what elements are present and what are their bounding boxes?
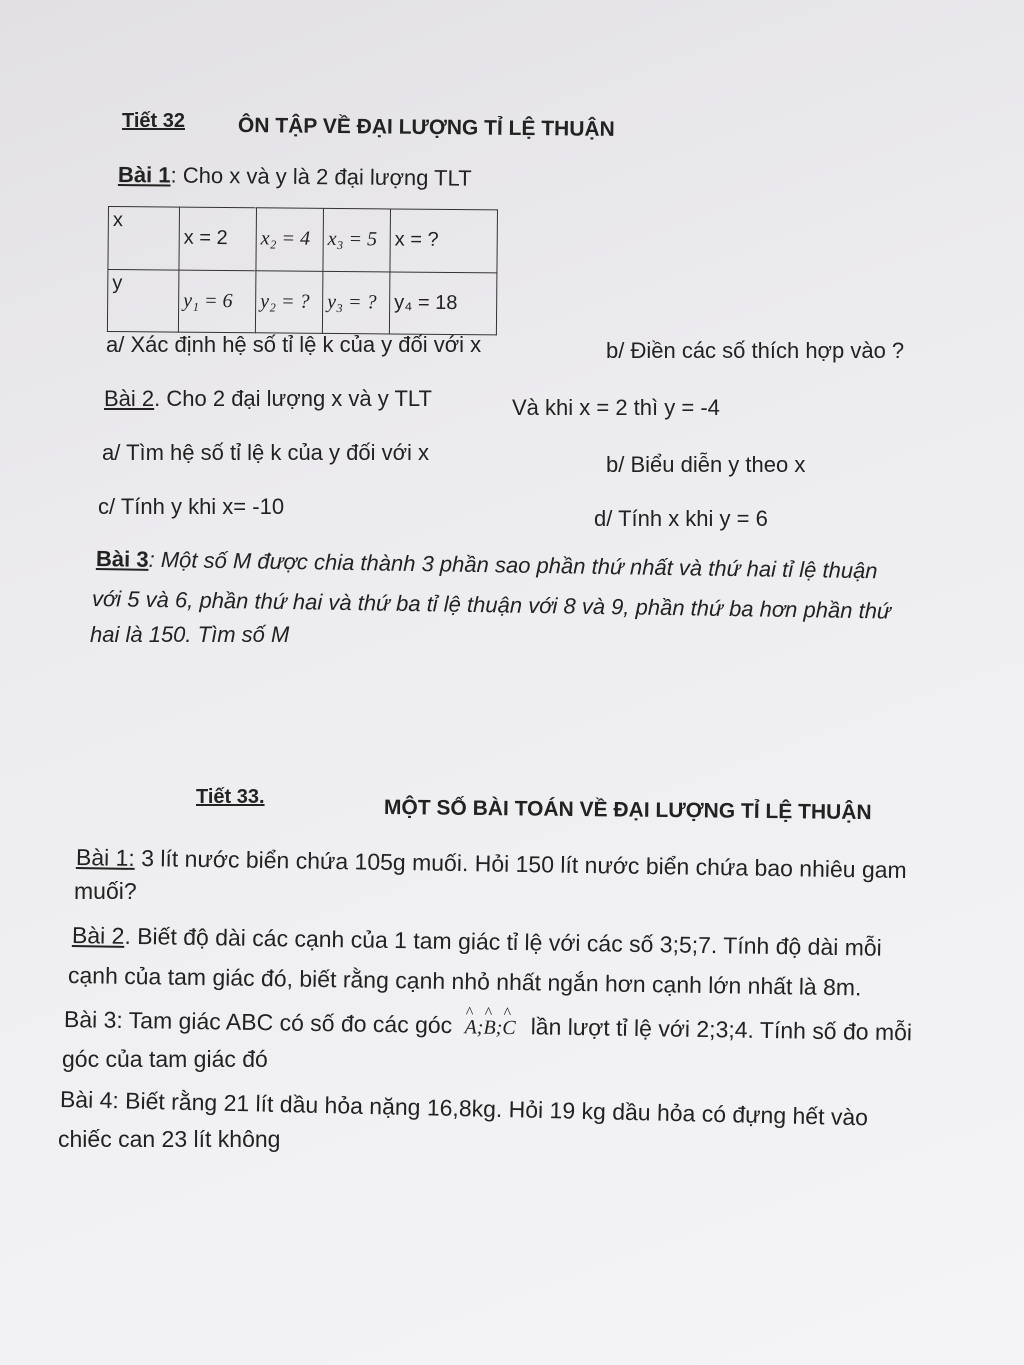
lesson33-bai2-label: Bài 2: [71, 922, 125, 949]
table-cell: y₂ = ?: [255, 270, 323, 333]
angle-notation: ^ A;^ B;^ C: [464, 1016, 520, 1039]
table-cell: x₂ = 4: [256, 208, 324, 271]
lesson33-bai4-line1: Bài 4: Biết rằng 21 lít dầu hỏa nặng 16,8kg. Hỏi 19 kg dầu hỏa có đựng hết vào: [59, 1086, 869, 1131]
lesson32-bai3-line3: hai là 150. Tìm số M: [90, 622, 290, 647]
lesson33-bai2-line1: [72, 922, 882, 962]
bai2-part-a: a/ Tìm hệ số tỉ lệ k của y đối với x: [102, 440, 430, 465]
angle-c: ^ C: [502, 1017, 516, 1040]
angle-a: ^ A: [464, 1016, 477, 1039]
bai2-text: . Cho 2 đại lượng x và y TLT: [154, 386, 432, 411]
lesson33-bai2-line2: cạnh của tam giác đó, biết rằng cạnh nhỏ nhất ngắn hơn cạnh lớn nhất là 8m.: [67, 962, 862, 1001]
bai2-part-b: b/ Biểu diễn y theo x: [606, 452, 806, 477]
bai2-condition: Và khi x = 2 thì y = -4: [512, 395, 720, 420]
lesson33-bai3-line1: [64, 1006, 912, 1046]
lesson33-bai2-text: . Biết độ dài các cạnh của 1 tam giác tỉ lệ với các số 3;5;7. Tính độ dài mỗi: [124, 922, 883, 961]
table-cell: y: [107, 269, 179, 332]
bai3-line1-text: : Một số M được chia thành 3 phần sao phần thứ nhất và thứ hai tỉ lệ thuận: [148, 546, 878, 584]
table-row-y: [107, 269, 497, 335]
bai1-part-b: b/ Điền các số thích hợp vào ?: [606, 338, 905, 363]
lesson33-bai3-prefix: Bài 3: Tam giác ABC có số đo các góc: [63, 1006, 453, 1039]
table-cell: x₃ = 5: [323, 208, 391, 271]
lesson33-label: Tiết 33.: [196, 786, 265, 808]
lesson32-title: ÔN TẬP VỀ ĐẠI LƯỢNG TỈ LỆ THUẬN: [237, 114, 615, 141]
lesson32-bai3-line2: với 5 và 6, phần thứ hai và thứ ba tỉ lệ thuận với 8 và 9, phần thứ ba hơn phần thứ: [91, 586, 892, 624]
bai1-part-a: a/ Xác định hệ số tỉ lệ k của y đối với x: [106, 332, 482, 357]
table-cell: y₃ = ?: [322, 271, 390, 334]
bai2-part-c: c/ Tính y khi x= -10: [98, 494, 285, 519]
table-cell: x: [108, 207, 180, 270]
bai2-part-d: d/ Tính x khi y = 6: [594, 506, 768, 531]
lesson33-bai1-label: Bài 1:: [75, 844, 136, 871]
lesson33-bai1-line1: [76, 844, 907, 884]
angle-b: ^ B: [483, 1017, 496, 1040]
lesson33-bai1-text: 3 lít nước biển chứa 105g muối. Hỏi 150 lít nước biển chứa bao nhiêu gam: [134, 844, 907, 884]
lesson32-bai1-heading: [118, 162, 472, 192]
lesson32-bai2-heading: [104, 386, 432, 412]
lesson32-bai3-line1: [96, 546, 878, 584]
bai1-label: Bài 1: [117, 162, 171, 188]
lesson33-bai3-line2: góc của tam giác đó: [62, 1046, 268, 1072]
proportion-table: [107, 206, 498, 335]
bai1-text: : Cho x và y là 2 đại lượng TLT: [170, 162, 472, 191]
table-cell: x = ?: [390, 209, 498, 272]
lesson33-bai3-suffix: lần lượt tỉ lệ với 2;3;4. Tính số đo mỗi: [530, 1013, 913, 1046]
lesson33-title: MỘT SỐ BÀI TOÁN VỀ ĐẠI LƯỢNG TỈ LỆ THUẬN: [383, 796, 872, 825]
table-cell: x = 2: [179, 207, 257, 270]
bai2-label: Bài 2: [104, 386, 155, 411]
table-row-x: [108, 207, 498, 273]
lesson32-label: Tiết 32: [122, 110, 185, 132]
bai3-label: Bài 3: [95, 546, 149, 572]
lesson33-bai1-line2: muối?: [74, 878, 137, 904]
table-cell: y₄ = 18: [389, 271, 497, 334]
table-cell: y₁ = 6: [178, 270, 256, 333]
lesson33-bai4-line2: chiếc can 23 lít không: [58, 1126, 281, 1152]
